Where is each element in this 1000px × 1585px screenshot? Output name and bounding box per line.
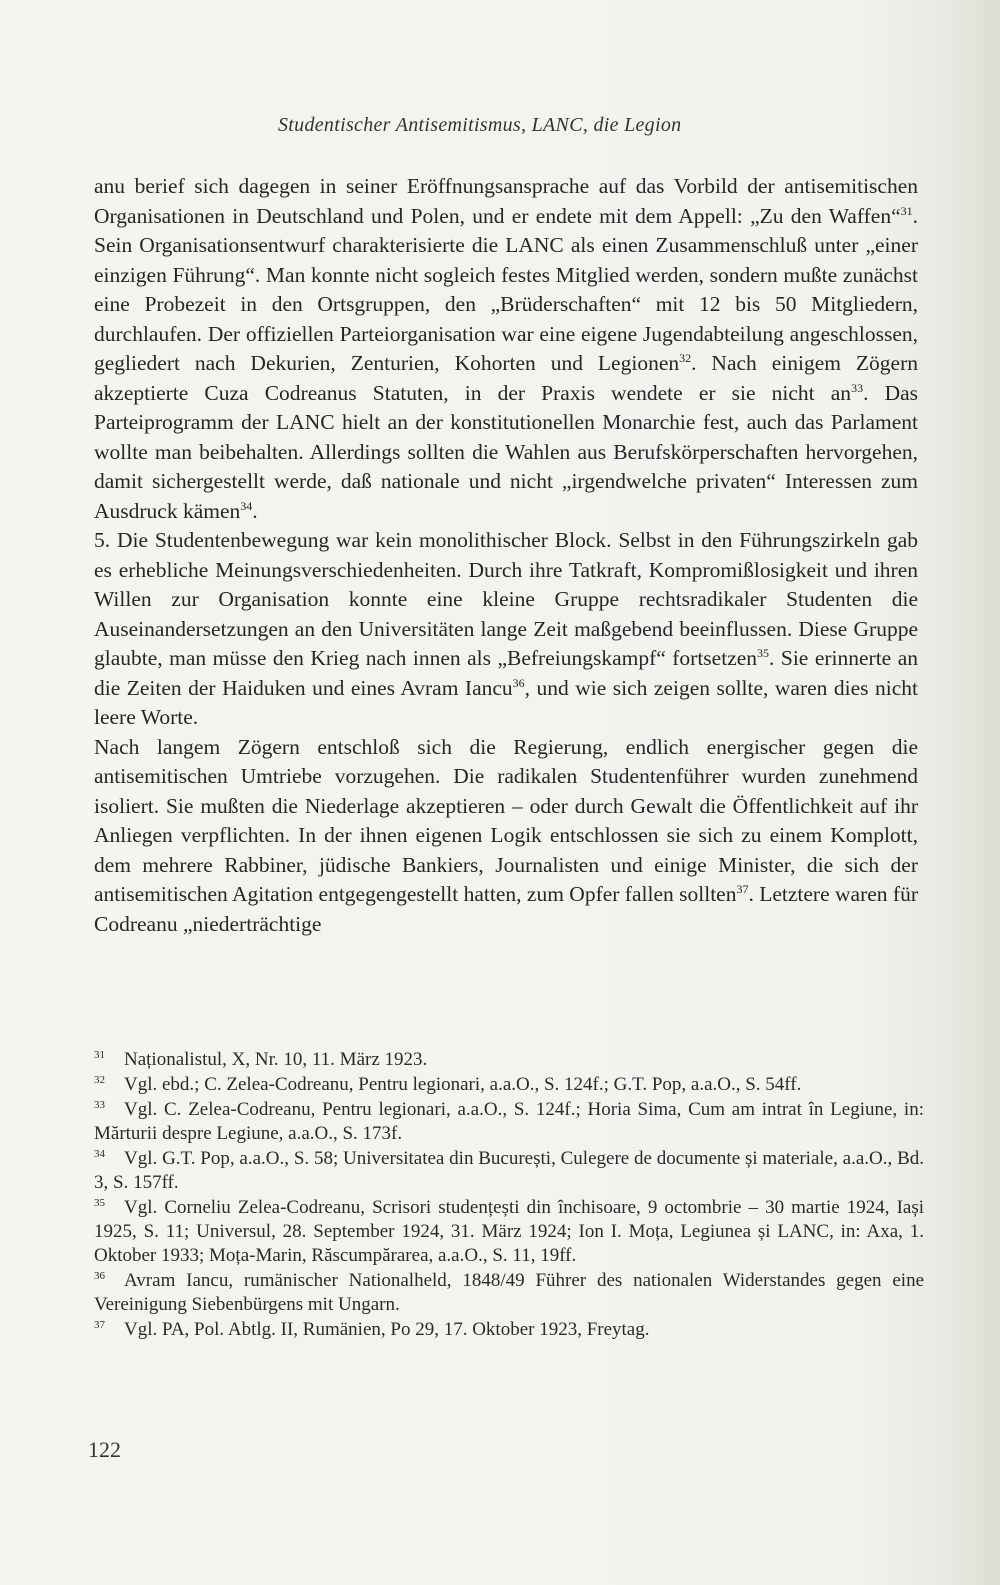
footnote-text: Vgl. Corneliu Zelea-Codreanu, Scrisori studențești din închisoare, 9 octombrie – 30 martie 1924, Iași 1925, S. 11; Universul, 28. September 1924, 31. März 1924; Ion I. Moța, Legiunea și LANC, in: Axa, 1. Oktober 1933; Moța-Marin, Răscumpărarea, a.a.O., S. 11, 19ff. — [94, 1197, 924, 1266]
footnotes — [94, 1048, 924, 1343]
footnote-35: 35 Vgl. Corneliu Zelea-Codreanu, Scrisori studențești din închisoare, 9 octombrie – 30 martie 1924, Iași 1925, S. 11; Universul, 28. September 1924, 31. März 1924; Ion I. Moța, Legiunea și LANC, in: Axa, 1. Oktober 1933; Moța-Marin, Răscumpărarea, a.a.O., S. 11, 19ff. — [94, 1196, 924, 1266]
footnote-ref-36: 36 — [512, 675, 525, 690]
footnote-ref-35: 35 — [757, 645, 770, 660]
text-segment: . — [252, 498, 258, 523]
footnote-ref-34: 34 — [240, 498, 253, 513]
text-segment: . Das Parteiprogramm der LANC hielt an der konstitutionellen Monarchie fest, auch das Parlament wollte man beibehalten. Allerdings sollten die Wahlen aus Berufskörperschaften hervorgehen, damit sichergestellt werde, daß nationale und nicht „irgendwelche privaten“ Interessen zum Ausdruck kämen — [94, 380, 918, 523]
page-number: 122 — [88, 1437, 121, 1462]
body-text — [94, 172, 918, 939]
text-segment: anu berief sich dagegen in seiner Eröffnungsansprache auf das Vorbild der antisemitischen Organisationen in Deutschland und Polen, und er endete mit dem Appell: „Zu den Waffen“ — [94, 174, 918, 228]
footnote-ref-32: 32 — [679, 350, 692, 365]
footnote-36: 36 Avram Iancu, rumänischer Nationalheld, 1848/49 Führer des nationalen Widerstandes gegen eine Vereinigung Siebenbürgens mit Ungarn. — [94, 1269, 924, 1315]
footnote-ref-37: 37 — [736, 881, 749, 896]
text-segment: . Sein Organisationsentwurf charakterisierte die LANC als einen Zusammenschluß unter „einer einzigen Führung“. Man konnte nicht sogleich festes Mitglied werden, sondern mußte zunächst eine Probezeit in den Ortsgruppen, den „Brüderschaften“ mit 12 bis 50 Mitgliedern, durchlaufen. Der offiziellen Parteiorganisation war eine eigene Jugendabteilung angeschlossen, gegliedert nach Dekurien, Zenturien, Kohorten und Legionen — [94, 203, 918, 375]
paragraph-1 — [94, 172, 918, 526]
text-segment: . Sie erinnerte an die Zeiten der Haiduken und eines Avram Iancu — [94, 646, 918, 700]
footnote-37: 37 Vgl. PA, Pol. Abtlg. II, Rumänien, Po 29, 17. Oktober 1923, Freytag. — [94, 1318, 650, 1340]
footnote-text: Avram Iancu, rumänischer Nationalheld, 1848/49 Führer des nationalen Widerstandes gegen eine Vereinigung Siebenbürgens mit Ungarn. — [94, 1270, 924, 1315]
paragraph-2 — [94, 526, 918, 733]
footnote-32: 32 Vgl. ebd.; C. Zelea-Codreanu, Pentru legionari, a.a.O., S. 124f.; G.T. Pop, a.a.O., S. 54ff. — [94, 1073, 802, 1095]
footnote-33: 33 Vgl. C. Zelea-Codreanu, Pentru legionari, a.a.O., S. 124f.; Horia Sima, Cum am intrat în Legiune, in: Mărturii despre Legiune, a.a.O., S. 173f. — [94, 1098, 924, 1144]
footnote-31: 31 Naționalistul, X, Nr. 10, 11. März 1923. — [94, 1048, 428, 1070]
footnote-text: Vgl. ebd.; C. Zelea-Codreanu, Pentru legionari, a.a.O., S. 124f.; G.T. Pop, a.a.O., S. 54ff. — [124, 1074, 802, 1095]
text-segment: . Nach einigem Zögern akzeptierte Cuza Codreanus Statuten, in der Praxis wendete er sie nicht an — [94, 351, 919, 405]
footnote-text: Vgl. G.T. Pop, a.a.O., S. 58; Universitatea din București, Culegere de documente și materiale, a.a.O., Bd. 3, S. 157ff. — [94, 1148, 924, 1193]
footnote-34: 34 Vgl. G.T. Pop, a.a.O., S. 58; Universitatea din București, Culegere de documente și materiale, a.a.O., Bd. 3, S. 157ff. — [94, 1147, 924, 1193]
footnote-ref-33: 33 — [851, 380, 864, 395]
footnote-text: Naționalistul, X, Nr. 10, 11. März 1923. — [124, 1049, 428, 1070]
text-segment: , und wie sich zeigen sollte, waren dies nicht leere Worte. — [94, 675, 918, 729]
text-segment: Nach langem Zögern entschloß sich die Regierung, endlich energischer gegen die antisemitischen Umtriebe vorzugehen. Die radikalen Studentenführer wurden zunehmend isoliert. Sie mußten die Niederlage akzeptieren – oder durch Gewalt die Öffentlichkeit auf ihr Anliegen verpflichten. In der ihnen eigenen Logik entschlossen sie sich zu einem Komplott, dem mehrere Rabbiner, jüdische Bankiers, Journalisten und einige Minister, die sich der antisemitischen Agitation entgegengestellt hatten, zum Opfer fallen sollten — [94, 734, 918, 906]
paragraph-3 — [94, 733, 918, 940]
text-segment: . Letztere waren für Codreanu „niederträchtige — [94, 882, 918, 936]
footnote-text: Vgl. PA, Pol. Abtlg. II, Rumänien, Po 29, 17. Oktober 1923, Freytag. — [124, 1319, 650, 1340]
footnote-text: Vgl. C. Zelea-Codreanu, Pentru legionari, a.a.O., S. 124f.; Horia Sima, Cum am intrat în Legiune, in: Mărturii despre Legiune, a.a.O., S. 173f. — [94, 1099, 924, 1144]
running-head: Studentischer Antisemitismus, LANC, die Legion — [278, 114, 682, 136]
text-segment: 5. Die Studentenbewegung war kein monolithischer Block. Selbst in den Führungszirkeln gab es erhebliche Meinungsverschiedenheiten. Durch ihre Tatkraft, Kompromißlosigkeit und ihren Willen zur Organisation konnte eine kleine Gruppe rechtsradikaler Studenten die Auseinandersetzungen an den Universitäten lange Zeit maßgebend beeinflussen. Diese Gruppe glaubte, man müsse den Krieg nach innen als „Befreiungskampf“ fortsetzen — [94, 528, 918, 670]
footnote-ref-31: 31 — [900, 203, 913, 218]
